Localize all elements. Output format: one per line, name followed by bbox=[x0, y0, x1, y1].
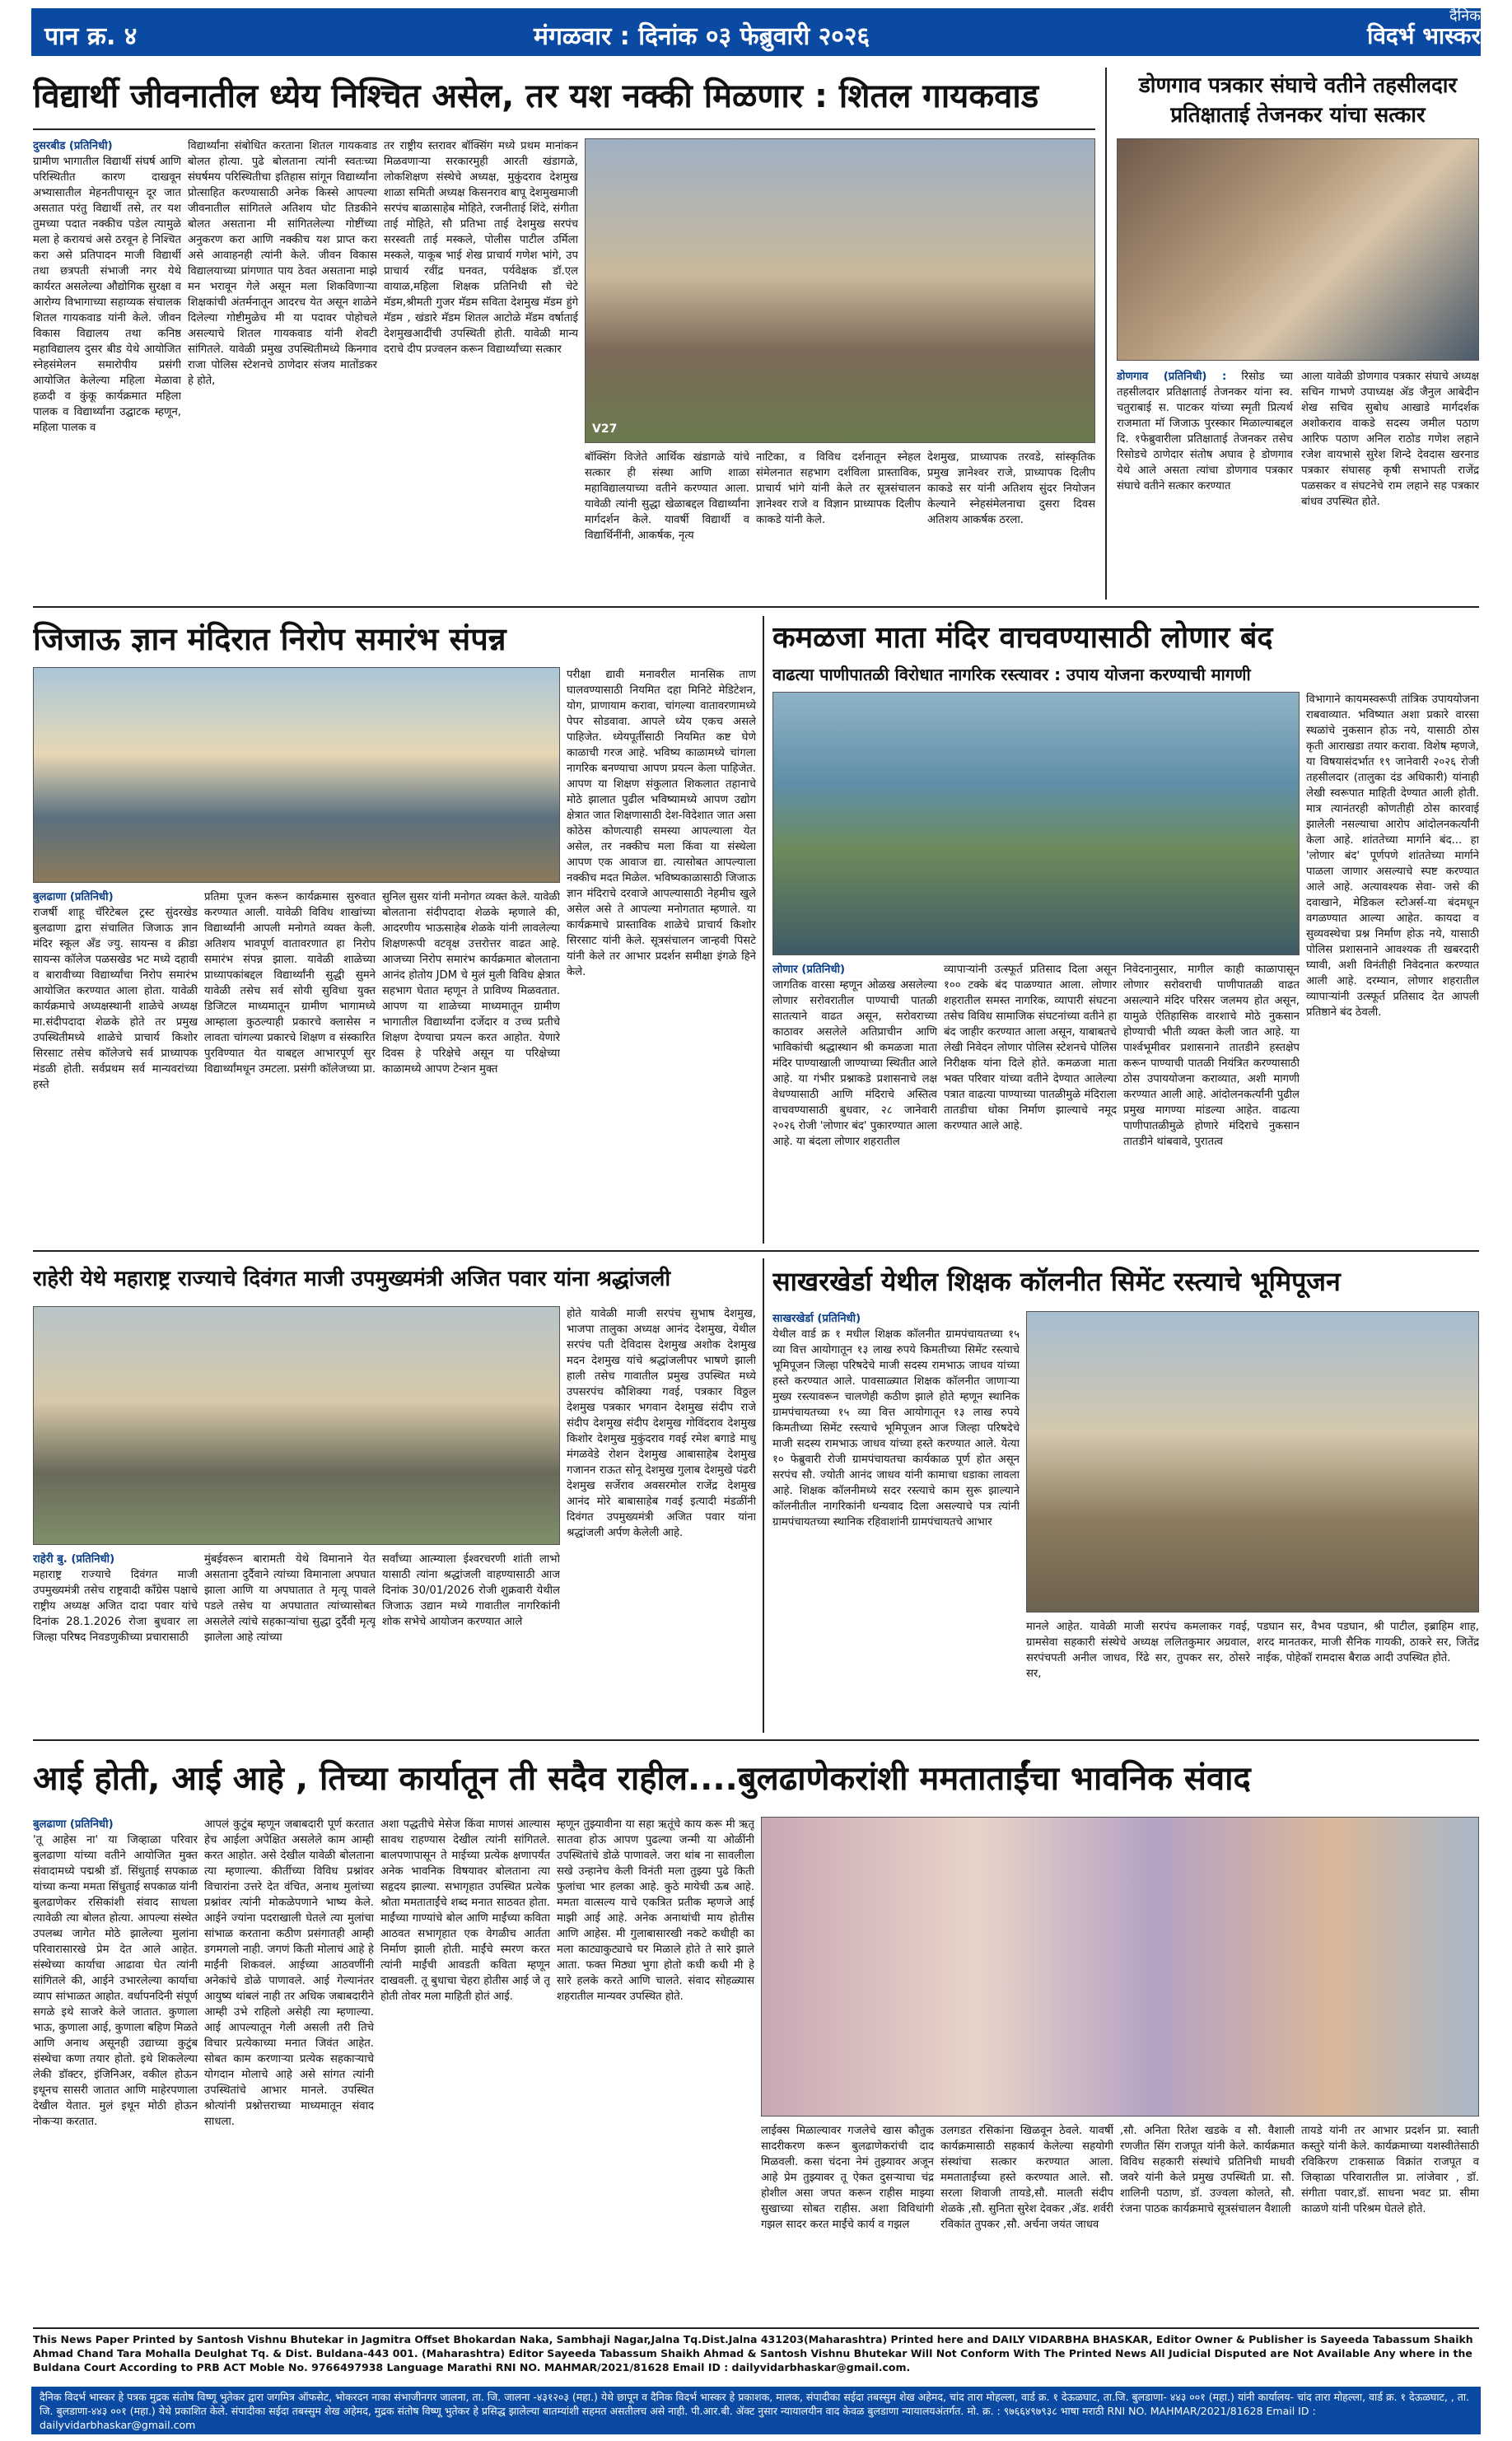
article5-column-3: सर्वांच्या आत्म्याला ईश्वरचरणी शांती लाभो यासाठी त्यांना श्रद्धांजली वाहण्यासाठी आज दिनांक 30/01/2026 रोजी शुक्रवारी येथील जिजाऊ उद्यान मध्ये गावातील नागरिकांनी शोक सभेचे आयोजन करण्यात आले bbox=[382, 1553, 560, 1628]
article7-column-5: लाईक्स मिळाल्यावर गजलेचे खास कौतुक सादरीकरण करून बुलढाणेकरांची दाद मिळवली. कसा चंदना नेमं तुझ्यावर अजून आहे प्रेम तुझ्यावर तू ऐकत दुसऱ्याचा चंद्र होशील असा जपत करून राहीस माझ्या सुखाच्या सोबत राहीस. अशा विविधांगी गझल सादर करत माईंचे कार्य व गझल bbox=[761, 2125, 934, 2231]
article3-column-4: परीक्षा द्यावी मनावरील मानसिक ताण घालवण्यासाठी नियमित दहा मिनिटे मेडिटेशन, योग, प्राणायाम करावा, चांगल्या वातावरणामध्ये पेपर सोडवावा. आपले ध्येय एकच असले पाहिजेत. ध्येयपूर्तीसाठी नियमित कष्ट घेणे काळाची गरज आहे. भविष्य काळामध्ये चांगला नागरिक बनण्याचा आपण प्रयत्न केला पाहिजेत. आपण या शिक्षण संकुलात शिकलात तहानाचे मोठे झालात पुढील भविष्यामध्ये आपण उद्योग क्षेत्रात जात शिक्षणासाठी देश-विदेशात जात असा कोठेस कोणत्याही समस्या आपल्याला येत असेल, तर नक्कीच मला किंवा या संस्थेला आपण एक आवाज द्या. त्यासोबत आपल्याला नक्कीच मदत मिळेल. भविष्यकाळासाठी जिजाऊ ज्ञान मंदिराचे दरवाजे आपल्यासाठी नेहमीच खुले असेल असे ते आपल्या मनोगतात म्हणाले. या कार्यक्रमाचे प्रास्ताविक शाळेचे प्राचार्य किशोर सिरसाट यांनी केले. सूत्रसंचालन जान्हवी पिसटे यांनी केले तर आभार प्रदर्शन समीक्षा इंगळे हिने केले. bbox=[567, 669, 756, 978]
photo-tag: V27 bbox=[592, 422, 618, 436]
article2-dateline: डोणगाव (प्रतिनिधी) : bbox=[1117, 371, 1227, 383]
brand-small: दैनिक bbox=[1449, 8, 1481, 25]
article5-text-1: महाराष्ट्र राज्याचे दिवंगत माजी उपमुख्यमंत्री तसेच राष्ट्रवादी काँग्रेस पक्षाचे राष्ट्रीय अध्यक्ष अजित दादा पवार यांचे दिनांक 28.1.2026 रोजा बुधवार ला जिल्हा परिषद निवडणुकीच्या प्रचारासाठी bbox=[33, 1569, 198, 1644]
brand-name: विदर्भ भास्कर bbox=[1367, 22, 1481, 49]
article7-column-1 bbox=[33, 1817, 198, 2319]
divider bbox=[1105, 68, 1107, 600]
article3-text-1: राजर्षी शाहू चॅरिटेबल ट्रस्ट सुंदरखेड बुलढाणा द्वारा संचालित जिजाऊ ज्ञान मंदिर स्कूल ॲंड ज्यु. सायन्स व क्रीडा सायन्स कॉलेज पळसखेड भट मध्ये दहावी व बारावीच्या विद्यार्थ्यांचा निरोप समारंभ आयोजित करण्यात आला होता. यावेळी कार्यक्रमाचे अध्यक्षस्थानी शाळेचे अध्यक्ष मा.संदीपदादा शेळके होते तर प्रमुख उपस्थितीमध्ये शाळेचे प्राचार्य किशोर सिरसाट तसेच कॉलेजचे सर्व प्राध्यापक मंडळी होती. सर्वप्रथम सर्व मान्यवरांच्या हस्ते bbox=[33, 907, 198, 1091]
article6-column-2: मानले आहेत. यावेळी माजी सरपंच कमलाकर गवई, ग्रामसेवा सहकारी संस्थेचे अध्यक्ष ललितकुमार अग्रवाल, सरपंचपती अनील जाधव, रिंढे सर, तुपकर सर, ठोसरे सर, bbox=[1026, 1621, 1250, 1680]
article1-column-2: विद्यार्थ्यांना संबोधित करताना शितल गायकवाड बोलत होत्या. पुढे बोलताना त्यांनी स्वतःच्या संघर्षमय परिस्थितीचा इतिहास सांगून विद्यार्थ्यांना प्रोत्साहित करण्यासाठी अनेक किस्से आपल्या जीवनातील सांगितले अतिशय घोट तिडकीने बोलत असताना मी सांगितलेल्या गोष्टींच्या अनुकरण करा आणि नक्कीच यश प्राप्त करा असे आवाहनही त्यांनी केले. जीवन विकास विद्यालयाच्या प्रांगणात पाय ठेवत असताना माझे मन भरावून गेले असून मला शिकविणाऱ्या शिक्षकांची अंतर्मनातून आदरच येत असून शाळेने दिलेल्या गोष्टीमुळेच मी या पदावर पोहोचले असल्याचे शितल गायकवाड यांनी शेवटी सांगितले. यावेळी प्रमुख उपस्थितीमध्ये किनगाव राजा पोलिस स्टेशनचे ठाणेदार संजय मातोंडकर हे होते, bbox=[188, 140, 377, 387]
article5-column-4: होते यावेळी माजी सरपंच सुभाष देशमुख, भाजपा तालुका अध्यक्ष आनंद देशमुख, येथील सरपंच पती देविदास देशमुख अशोक देशमुख मदन देशमुख यांचे श्रद्धांजलीपर भाषणे झाली हाली तसेच गावातील प्रमुख उपस्थित मध्ये उपसरपंच कौशिक्या गवई, पत्रकार विठ्ठल देशमुख पत्रकार भगवान देशमुख संदीप राजे संदीप देशमुख संदीप देशमुख गोविंदराव देशमुख किशोर देशमुख मुकुंदराव गवई रमेश बगाडे माधु मंगळवेडे रोशन देशमुख आबासाहेब देशमुख गजानन राऊत सोनू देशमुख गुलाब देशमुखे पंढरी देशमुख सर्जेराव अवसरमोल राजेंद्र देशमुख आनंद मोरे बाबासाहेब गवई इत्यादी मंडळींनी दिवंगत उपमुख्यमंत्री अजित पवार यांना श्रद्धांजली अर्पण केलेली आहे. bbox=[567, 1308, 756, 1539]
divider bbox=[33, 1250, 1479, 1252]
article7-headline: आई होती, आई आहे , तिच्या कार्यातून ती सदैव राहील....बुलढाणेकरांशी ममताताईंचा भावनिक संवाद bbox=[33, 1760, 1251, 1798]
article1-column-5: नाटिका, व विविध दर्शनातून स्नेहल संमेलनात सहभाग दर्शविला प्रास्ताविक, प्राचार्य भांगे यांनी केले तर सूत्रसंचालन ज्ञानेश्वर राजे व विज्ञान प्राध्यापक दिलीप काकडे यांनी केले. bbox=[756, 451, 921, 526]
article3-column-1 bbox=[33, 889, 198, 1244]
imprint-marathi: दैनिक विदर्भ भास्कर हे पत्रक मुद्रक संतोष विष्णू भुतेकर द्वारा जगमित्र ऑफसेट, भोकरदन नाका संभाजीनगर जालना, ता. जि. जालना -४३१२०३ (महा.) येथे छापून व दैनिक विदर्भ भास्कर हे प्रकाशक, मालक, संपादीका सईदा तबस्सुम शेख अहेमद, चांद तारा मोहल्ला, वार्ड क्र. १ देऊळघाट, ता.जि. बुलडाणा- ४४३ ००१ (महा.) यांनी कार्यालय- चांद तारा मोहल्ला, वार्ड क्र. १ देऊळघाट, , ता. जि. बुलडाणा-४४३ ००१ (महा.) येथे प्रकाशित केले. संपादीका सईदा तबस्सुम शेख अहेमद, मुद्रक संतोष विष्णू भुतेकर हे प्रसिद्ध झालेल्या बातम्यांशी सहमत असतीलच असे नाही. पी.आर.बी. ॲक्ट नुसार न्यायालयीन वाद केवळ बुलडाणा न्यायालयअंतर्गत. मो. क्र. : ९७६६४९७९३८ भाषा मराठी RNI NO. MAHMAR/2021/81628 Email ID : dailyvidarbhaskar@gmail.com bbox=[31, 2387, 1481, 2434]
divider bbox=[763, 1258, 764, 1733]
divider bbox=[33, 128, 1095, 130]
article6-dateline: साखरखेर्डा (प्रतिनिधी) bbox=[772, 1313, 861, 1325]
divider bbox=[33, 2327, 1479, 2329]
article1-dateline: दुसरबीड (प्रतिनिधी) bbox=[33, 140, 113, 152]
article1-column-3: तर राष्ट्रीय स्तरावर बॉक्सिंग मध्ये प्रथम मानांकन मिळवणाऱ्या सरकारमुही आरती खंडागळे, लोकशिक्षण संस्थेचे अध्यक्ष, मुकुंदराव देशमुख शाळा समिती अध्यक्ष किसनराव बापू देशमुखमाजी सरपंच बाळासाहेब मोहिते, रजनीताई शिंदे, संगीता ताई मोहिते, सौ प्रतिभा ताई देशमुख सरपंच सरस्वती ताई मस्कले, पोलीस पाटील उर्मिला मस्कले, याकूब भाई शेख प्राचार्य गणेश भांगे, उप प्राचार्य रवींद्र घनवत, पर्यवेक्षक डॉ.एल वायाळ,महिला शिक्षक प्रतिनिधी सौ चेटे मॅडम,श्रीमती गुजर मॅडम सविता देशमुख मॅडम हुंगे मॅडम , खंडारे मॅडम शितल आटोळे मॅडम वर्षाताई देशमुखआदींची उपस्थिती होती. यावेळी मान्य दराचे दीप प्रज्वलन करून विद्यार्थ्यांच्या सत्कार bbox=[384, 140, 578, 356]
divider bbox=[33, 606, 1479, 608]
article1-group-photo bbox=[585, 138, 1095, 443]
article5-column-1 bbox=[33, 1552, 198, 1733]
article2-text-1: रिसोड च्या तहसीलदार प्रतिक्षाताई तेजनकर यांना स्व. चतुराबाई स. पाटकर यांच्या स्मृती प्रित्यर्थ राजमाता मॉ जिजाऊ पुरस्कार मिळाल्याबद्दल दि. १फेब्रुवारीला प्रतिक्षाताई तेजनकर तसेच रिसोडचे ठाणेदार संतोष अघाव हे डोणगाव येथे आले असता त्यांचा डोणगाव पत्रकार संघाचे वतीने सत्कार करण्यात bbox=[1117, 371, 1293, 492]
article6-headline: साखरखेर्डा येथील शिक्षक कॉलनीत सिमेंट रस्त्याचे भूमिपूजन bbox=[772, 1266, 1341, 1297]
article5-tribute-photo bbox=[33, 1306, 560, 1545]
article5-column-2: मुंबईवरून बारामती येथे विमानाने येत असताना दुर्दैवाने त्यांच्या विमानाला अपघात झाला आणि या अपघातात ते मृत्यू पावले पडले तसेच या अपघातात त्यांच्यासोबत असलेले त्यांचे सहकाऱ्यांचा सुद्धा दुर्दैवी मृत्यू झालेला आहे त्यांच्या bbox=[204, 1553, 376, 1644]
article7-text-1: 'तू आहेस ना' या जिव्हाळा परिवार बुलढाणा यांच्या वतीने आयोजित मुक्त संवादामध्ये पद्मश्री डॉ. सिंधुताई सपकाळ यांच्या कन्या ममता सिंधुताई सपकाळ यांनी बुलढाणेकर रसिकांशी संवाद साधला त्यावेळी त्या बोलत होत्या. आपल्या संस्थेत उपलब्ध जागेत मोठे झालेल्या मुलांना परिवारासारखे प्रेम देत आले आहेत. संस्थेच्या कार्याचा आढावा घेत त्यांनी सांगितले की, आईने उभारलेल्या कार्याचा व्याप सांभाळत आहोत. वर्धापनदिनी संपूर्ण सगळे इथे साजरे केले जातात. कुणाला भाऊ, कुणाला आई, कुणाला बहिण मिळते आणि अनाथ असूनही उद्याच्या कुटुंब संस्थेचा कणा तयार होतो. इथे शिकलेल्या लेकी डॉक्टर, इंजिनिअर, वकील होऊन इथूनच सासरी जातात आणि माहेरपणाला देखील येतात. मुलं इथून मोठी होऊन नोकऱ्या करतात. bbox=[33, 1834, 198, 2128]
article7-column-4: म्हणून तुझ्यावीना या सहा ऋतूंचे काय करू मी ऋतू सातवा होऊ आपण पुढल्या जन्मी या ओळींनी उपस्थितांचे डोळे पाणावले. जरा थांब ना सावलीला सखे उन्हानेच केली विनंती मला तुझ्या पुढे किती फुलांचा भार हलका आहे. कुठे मायेची ऊब आहे. ममता वात्सल्य याचे एकत्रित प्रतीक म्हणजे आई माझी आई आहे. अनेक अनाथांची माय होतीस आणि आहेस. मी गुलाबासारखी नकटे कधीही का मला काट्याकुट्याचे घर मिळाले होते ते सारे झाले आता. फक्त मिठ्या भुगा होतो कधी कधी मी हे सारे हलके करते आणि चालते. संवाद सोहळ्यास शहरातील मान्यवर उपस्थित होते. bbox=[557, 1818, 754, 2003]
article6-column-3: पडघान सर, वैभव पडघान, श्री पाटील, इब्राहिम शाह, शरद मानतकर, माजी सैनिक गायकी, ठाकरे सर, जितेंद्र नाईक, पोहेकॉ रामदास बैराळ आदी उपस्थित होते. bbox=[1257, 1621, 1479, 1664]
article3-headline: जिजाऊ ज्ञान मंदिरात निरोप समारंभ संपन्न bbox=[33, 621, 506, 657]
divider bbox=[33, 1739, 1479, 1741]
article6-column-1 bbox=[772, 1311, 1020, 1733]
article4-column-3: निवेदनानुसार, मागील काही काळापासून लोणार सरोवराची पाणीपातळी वाढत असल्याने मंदिर परिसर जलमय होत असून, यामुळे ऐतिहासिक वारशाचे मोठे नुकसान होण्याची भीती व्यक्त केली जात आहे. या पार्श्वभूमीवर प्रशासनाने तातडीने हस्तक्षेप करून पाण्याची पातळी नियंत्रित करण्यासाठी ठोस उपाययोजना कराव्यात, अशी मागणी करण्यात आली आहे. आंदोलनकर्त्यांनी पुढील प्रमुख मागण्या मांडल्या आहेत. वाढत्या पाणीपातळीमुळे होणारे मंदिराचे नुकसान तातडीने थांबवावे, पुरातत्व bbox=[1123, 964, 1300, 1148]
article3-column-3: सुनिल सुसर यांनी मनोगत व्यक्त केले. यावेळी बोलताना संदीपदादा शेळके म्हणाले की, आदरणीय भाऊसाहेब शेळके यांनी लावलेल्या शिक्षणरूपी वटवृक्ष उत्तरोत्तर वाढत आहे. आजच्या निरोप समारंभ कार्यक्रमात बोलताना आनंद होतोय JDM चे मुलं मुली विविध क्षेत्रात सहभाग घेतात म्हणून ते प्राविण्य मिळवतात. आपण या शाळेच्या माध्यमातून ग्रामीण भागातील विद्यार्थ्यांना दर्जेदार व उच्च प्रतीचे शिक्षण देण्याचा प्रयत्न करत आहोत. येणारे दिवस हे परिक्षेचे असून या परिक्षेच्या काळामध्ये आपण टेन्शन मुक्त bbox=[382, 891, 560, 1076]
article4-lake-temple-photo bbox=[772, 692, 1300, 955]
article4-headline: कमळजा माता मंदिर वाचवण्यासाठी लोणार बंद bbox=[772, 621, 1273, 655]
article2-headline-line1: डोणगाव पत्रकार संघाचे वतीने तहसीलदार bbox=[1138, 73, 1458, 97]
article4-dateline: लोणार (प्रतिनिधी) bbox=[772, 964, 846, 976]
article1-column-6: देशमुख, प्राध्यापक तरवडे, सांस्कृतिक प्रमुख ज्ञानेश्वर राजे, प्राध्यापक दिलीप काकडे सर यांनी अतिशय सुंदर नियोजन केल्याने स्नेहसंमेलनाचा दुसरा दिवस अतिशय आकर्षक ठरला. bbox=[927, 451, 1095, 526]
article7-column-7: ,सौ. अनिता रितेश खडके व सौ. वैशाली रणजीत सिंग राजपूत यांनी केले. कार्यक्रमात विविध सहकारी संस्थांचे प्रतिनिधी माधवी जवरे यांनी केले प्रमुख उपस्थिती प्रा. सौ. शालिनी पठाण, डॉ. उज्वला कोलते, सौ. रंजना पाठक कार्यक्रमाचे सूत्रसंचालन वैशाली bbox=[1120, 2125, 1295, 2215]
page-number: पान क्र. ४ bbox=[44, 22, 138, 51]
article3-group-photo bbox=[33, 667, 560, 883]
article3-column-2: प्रतिमा पूजन करून कार्यक्रमास सुरुवात करण्यात आली. यावेळी विविध शाखांच्या विद्यार्थ्यांनी आपली मनोगते व्यक्त केली. अतिशय भावपूर्ण वातावरणात हा निरोप समारंभ संपन्न झाला. यावेळी शाळेच्या प्राध्यापकांबद्दल विद्यार्थ्यांनी सुद्धी सुमने यावेळी तसेच सर्व सोयी सुविधा युक्त डिजिटल माध्यमातून ग्रामीण भागामध्ये आम्हाला कुठल्याही प्रकारचे क्लासेस न लावता चांगल्या प्रकारचे शिक्षण व संस्कारित पुरविण्यात येत याबद्दल आभारपूर्ण सुर विद्यार्थ्यांमधून उमटला. प्रसंगी कॉलेजच्या प्रा. bbox=[204, 891, 376, 1076]
article4-text-1: जागतिक वारसा म्हणून ओळख असलेल्या लोणार सरोवरातील पाण्याची पातळी सातत्याने वाढत असून, सरोवराच्या काठावर असलेले अतिप्राचीन आणि भाविकांची श्रद्धास्थान श्री कमळजा माता मंदिर पाण्याखाली जाण्याच्या स्थितीत आले आहे. या गंभीर प्रश्नाकडे प्रशासनाचे लक्ष वेधण्यासाठी आणि मंदिराचे अस्तित्व वाचवण्यासाठी बुधवार, २८ जानेवारी २०२६ रोजी 'लोणार बंद' पुकारण्यात आला आहे. या बंदला लोणार शहरातील bbox=[772, 979, 937, 1148]
article2-felicitation-photo bbox=[1117, 138, 1479, 361]
article7-column-2: आपलं कुटुंब म्हणून जबाबदारी पूर्ण करतात हेच आईला अपेक्षित असलेले काम आम्ही करत आहोत. असे देखील यावेळी बोलताना त्या म्हणाल्या. कीर्तीच्या विविध प्रश्नांवर विचारांना उत्तरे देत वंचित, अनाथ मुलांच्या प्रश्नांवर त्यांनी मोकळेपणाने भाष्य केले. आईने ज्यांना पदराखाली घेतले त्या मुलांचा सांभाळ करताना कठीण प्रसंगातही आम्ही डगमगलो नाही. जगणं किती मोलाचं आहे हे माईंनी शिकवलं. आईच्या आठवणींनी अनेकांचे डोळे पाणावले. आई गेल्यानंतर आयुष्य थांबलं नाही तर अधिक जबाबदारीने आम्ही उभे राहिलो असेही त्या म्हणाल्या. आई आपल्यातून गेली असली तरी तिचे विचार प्रत्येकाच्या मनात जिवंत आहेत. सोबत काम करणाऱ्या प्रत्येक सहकाऱ्याचे योगदान मोलाचे आहे असे सांगत त्यांनी उपस्थितांचे आभार मानले. उपस्थित श्रोत्यांनी प्रश्नोत्तराच्या माध्यमातून संवाद साधला. bbox=[204, 1818, 374, 2128]
masthead-bar bbox=[31, 8, 1481, 56]
article7-column-6: उलगडत रसिकांना खिळवून ठेवले. यावर्षी कार्यक्रमासाठी सहकार्य केलेल्या सहयोगी संस्थांचा सत्कार करण्यात आला. ममताताईंच्या हस्ते करण्यात आले. सौ. सरला शिवाजी तायडे,सौ. मालती संदीप शेळके ,सौ. सुनिता सुरेश देवकर ,ॲड. शर्वरी रविकांत तुपकर ,सौ. अर्चना जयंत जाधव bbox=[940, 2125, 1113, 2231]
article1-text-1: ग्रामीण भागातील विद्यार्थी संघर्ष आणि परिस्थितीत कारण दाखवून अभ्यासातील मेहनतीपासून दूर जात असतात परंतु विद्यार्थी तसे, तर यश तुमच्या पदात नक्कीच पडेल त्यामुळे मला हे करायचं असे ठरवून हे निश्चित करा असे प्रतिपादन माजी विद्यार्थी तथा छत्रपती संभाजी नगर येथे कार्यरत असलेल्या औद्योगिक सुरक्षा व आरोग्य विभागाच्या सहाय्यक संचालक शितल गायकवाड यांनी केले. जीवन विकास विद्यालय तथा कनिष्ठ महाविद्यालय दुसर बीड येथे आयोजित स्नेहसंमेलन समारोपीय प्रसंगी आयोजित केलेल्या महिला मेळावा हळदी व कुंकू कार्यक्रमात महिला पालक व विद्यार्थ्यांना उद्घाटक म्हणून, महिला पालक व bbox=[33, 156, 181, 434]
article7-event-photo bbox=[761, 1817, 1479, 2117]
article5-headline: राहेरी येथे महाराष्ट्र राज्याचे दिवंगत माजी उपमुख्यमंत्री अजित पवार यांना श्रद्धांजली bbox=[33, 1267, 671, 1291]
imprint-english: This News Paper Printed by Santosh Vishnu Bhutekar in Jagmitra Offset Bhokardan Naka, Sambhaji Nagar,Jalna Tq.Dist.Jalna 431203(Maharashtra) Printed here and DAILY VIDARBHA BHASKAR, Editor Owner & Publisher is Sayeeda Tabassum Shaikh Ahmad Chand Tara Mohalla Deulghat Tq. & Dist. Buldana-443 001. (Maharashtra) Editor Sayeeda Tabassum Shaikh Ahmad & Santosh Vishnu Bhutekar Will Not Conform With The Printed News All Judicial Disputed are Not Available Any where in the Buldana Court According to PRB ACT Moble No. 9766497938 Language Marathi RNI NO. MAHMAR/2021/81628 Email ID : dailyvidarbhaskar@gmail.com. bbox=[33, 2333, 1473, 2373]
article2-headline-line2: प्रतिक्षाताई तेजनकर यांचा सत्कार bbox=[1170, 103, 1426, 128]
article6-bhoomipujan-photo bbox=[1026, 1311, 1479, 1613]
article7-dateline: बुलढाणा (प्रतिनिधी) bbox=[33, 1818, 114, 1831]
article4-column-1 bbox=[772, 962, 937, 1244]
article1-column-4: बॉक्सिंग विजेते आर्थिक खंडागळे यांचे सत्कार ही संस्था आणि शाळा महाविद्यालयाच्या वतीने करण्यात आला. यावेळी त्यांनी सुद्धा खेळाबद्दल विद्यार्थ्यांना मार्गदर्शन केले. यावर्षी विद्यार्थी व विद्यार्थिनींनी, आकर्षक, नृत्य bbox=[585, 451, 749, 542]
article4-subheadline: वाढत्या पाणीपातळी विरोधात नागरिक रस्त्यावर : उपाय योजना करण्याची मागणी bbox=[772, 665, 1251, 684]
article4-column-2: व्यापाऱ्यांनी उत्स्फूर्त प्रतिसाद दिला असून १०० टक्के बंद पाळण्यात आला. लोणार शहरातील समस्त नागरिक, व्यापारी संघटना तसेच विविध सामाजिक संघटनांच्या वतीने हा बंद जाहीर करण्यात आला असून, याबाबतचे लेखी निवेदन लोणार पोलिस स्टेशनचे पोलिस निरीक्षक यांना दिले होते. कमळजा माता भक्त परिवार यांच्या वतीने देण्यात आलेल्या पत्रात वाढत्या पाण्याच्या पातळीमुळे मंदिराला तातडीचा धोका निर्माण झाल्याचे नमूद करण्यात आले आहे. bbox=[944, 964, 1117, 1132]
article4-column-4: विभागाने कायमस्वरूपी तांत्रिक उपाययोजना राबवाव्यात. भविष्यात अशा प्रकारे वारसा स्थळांचे नुकसान होऊ नये, यासाठी ठोस कृती आराखडा तयार करावा. विशेष म्हणजे, या विषयासंदर्भात १९ जानेवारी २०२६ रोजी तहसीलदार (तालुका दंड अधिकारी) यांनाही लेखी स्वरूपात माहिती देण्यात आली होती. मात्र त्यानंतरही कोणतीही ठोस कारवाई झालेली नसल्याचा आरोप आंदोलनकर्त्यांनी केला आहे. शांततेच्या मार्गाने बंद... हा 'लोणार बंद' पूर्णपणे शांततेच्या मार्गाने पाळला जाणार असल्याचे स्पष्ट करण्यात आले आहे. अत्यावश्यक सेवा- जसे की दवाखाने, मेडिकल स्टोअर्स-या बंदमधून वगळण्यात आल्या आहेत. कायदा व सुव्यवस्थेचा प्रश्न निर्माण होऊ नये, यासाठी पोलिस प्रशासनाने आवश्यक ती खबरदारी घ्यावी, अशी विनंतीही निवेदनात करण्यात आली आहे. दरम्यान, लोणार शहरातील व्यापाऱ्यांनी उत्स्फूर्त प्रतिसाद देत आपली प्रतिष्ठाने बंद ठेवली. bbox=[1306, 693, 1479, 1019]
article3-dateline: बुलढाणा (प्रतिनिधी) bbox=[33, 891, 114, 903]
article7-column-8: तायडे यांनी तर आभार प्रदर्शन प्रा. स्वाती कस्तुरे यांनी केले. कार्यक्रमाच्या यशस्वीतेसाठी रविकिरण टाकसाळ विक्रांत राजपूत व जिव्हाळा परिवारातील प्रा. लांजेवार , डॉ. संगीता पवार,डॉ. साधना भवट प्रा. सीमा काळणे यांनी परिश्रम घेतले होते. bbox=[1301, 2125, 1479, 2215]
article1-column-1 bbox=[33, 138, 181, 600]
article2-column-1 bbox=[1117, 369, 1293, 600]
divider bbox=[763, 616, 764, 1244]
article2-column-2: आला यावेळी डोणगाव पत्रकार संघाचे अध्यक्ष सचिन गाभणे उपाध्यक्ष ॲड जैनुल आबेदीन शेख सचिव सुबोध आखाडे मार्गदर्शक अशोकराव वाकडे सदस्य जमील पठाण आरिफ पठाण अनिल राठोड गणेश लहाने रजेश वायभासे सुरेश शिन्दे देवदास खरनाड पत्रकार संघासह कृषी सभापती राजेंद्र पळसकर व संघटनेचे राम लहाने सह पत्रकार बांधव उपस्थित होते. bbox=[1301, 371, 1479, 508]
article6-text-1: येथील वार्ड क्र १ मधील शिक्षक कॉलनीत ग्रामपंचायतच्या १५ व्या वित्त आयोगातून १३ लाख रुपये किमतीच्या सिमेंट रस्त्याचे भूमिपूजन जिल्हा परिषदेचे माजी सदस्य रामभाऊ जाधव यांच्या हस्ते करण्यात आले. पावसाळ्यात शिक्षक कॉलनीत जाणाऱ्या मुख्य रस्त्यावरून चालणेही कठीण झाले होते म्हणून स्थानिक ग्रामपंचायतच्या १५ व्या वित्त आयोगातून १३ लाख रुपये किमतीच्या सिमेंट रस्त्याचे भूमिपूजन आज जिल्हा परिषदेचे माजी सदस्य रामभाऊ जाधव यांच्या हस्ते करण्यात आले. येत्या १० फेब्रुवारी रोजी ग्रामपंचायतचा कार्यकाळ पूर्ण होत असून सरपंच सौ. ज्योती आनंद जाधव यांनी कामाचा धडाका लावला आहे. शिक्षक कॉलनीमध्ये सदर रस्त्याचे काम सुरू झाल्याने कॉलनीतील नागरिकांनी धन्यवाद दिला असल्याचे पत्र त्यांनी ग्रामपंचायतच्या स्थानिक रहिवाशांनी ग्रामपंचायतचे आभार bbox=[772, 1328, 1020, 1529]
issue-date: मंगळवार : दिनांक ०३ फेब्रुवारी २०२६ bbox=[534, 22, 870, 51]
article1-headline: विद्यार्थी जीवनातील ध्येय निश्चित असेल, तर यश नक्की मिळणार : शितल गायकवाड bbox=[33, 77, 1039, 115]
article5-dateline: राहेरी बु. (प्रतिनिधी) bbox=[33, 1553, 115, 1566]
article7-column-3: अशा पद्धतीचे मेसेज किंवा माणसं आल्यास सावध राहण्यास देखील त्यांनी सांगितले. बालपणापासून ते माईच्या प्रत्येक क्षणापर्यंत अनेक भावनिक विषयावर बोलताना त्या सहृदय झाल्या. सभागृहात उपस्थित प्रत्येक श्रोता ममताताईंचे शब्द मनात साठवत होता. माईंच्या गाण्यांचे बोल आणि माईंच्या कविता आठवत सभागृहात एक वेगळीच आर्तता निर्माण झाली होती. माईंचे स्मरण करत त्यांनी माईंची आवडती कविता म्हणून दाखवली. तू बुधाचा चेहरा होतीस आई जे तू होती तोवर मला माहिती होतं आई. bbox=[380, 1818, 550, 2003]
